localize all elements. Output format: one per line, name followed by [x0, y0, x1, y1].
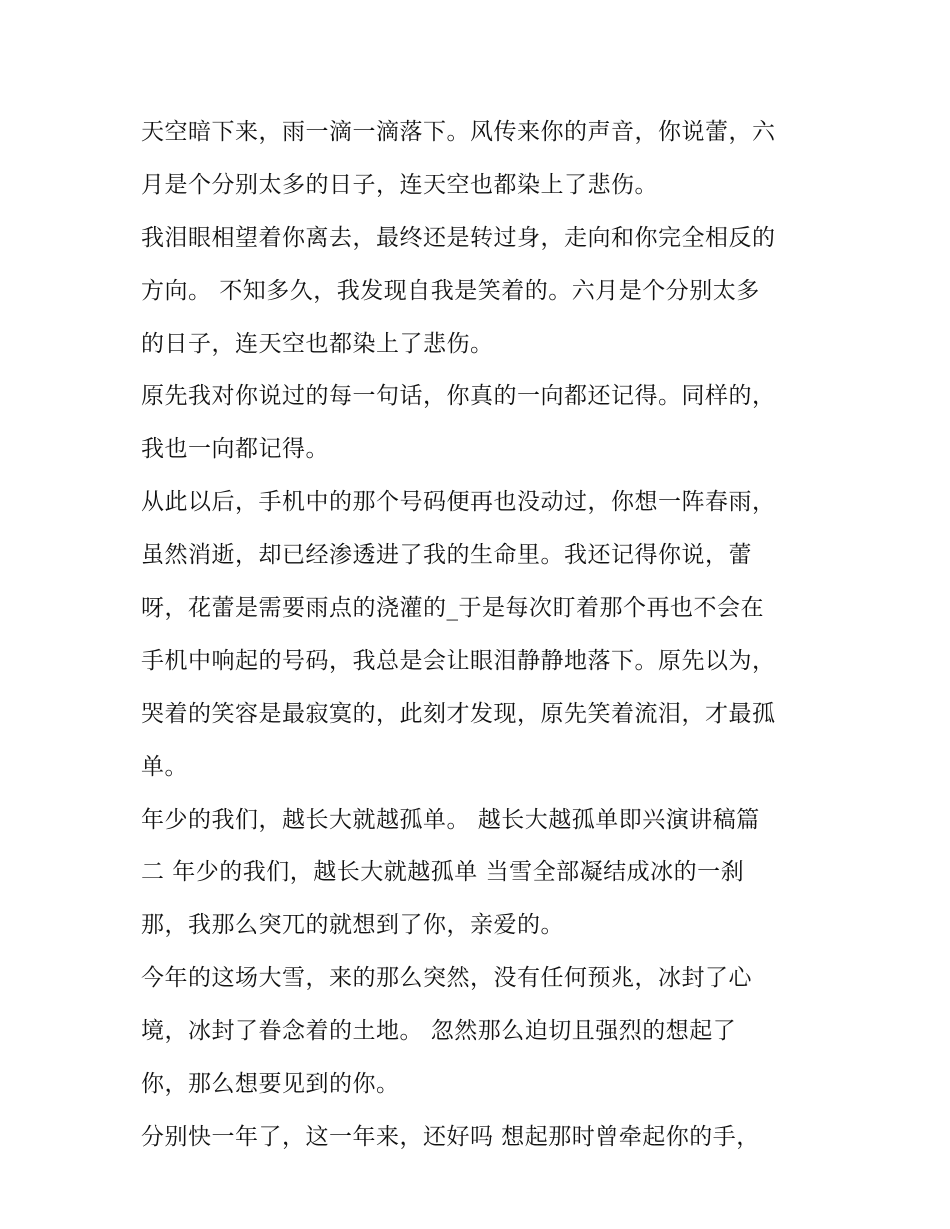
text-line: 境，冰封了眷念着的土地。 忽然那么迫切且强烈的想起了 — [141, 1018, 737, 1045]
text-line: 虽然消逝，却已经渗透进了我的生命里。我还记得你说，蕾 — [141, 542, 752, 569]
text-line: 的日子，连天空也都染上了悲伤。 — [141, 330, 494, 357]
text-line: 我也一向都记得。 — [141, 436, 329, 463]
text-line: 月是个分别太多的日子，连天空也都染上了悲伤。 — [141, 171, 658, 198]
text-line: 年少的我们，越长大就越孤单。 越长大越孤单即兴演讲稿篇 — [141, 806, 760, 833]
text-line: 单。 — [141, 753, 188, 780]
text-line: 二 年少的我们，越长大就越孤单 当雪全部凝结成冰的一刹 — [141, 859, 745, 886]
text-line: 今年的这场大雪，来的那么突然，没有任何预兆，冰封了心 — [141, 965, 752, 992]
text-line: 你，那么想要见到的你。 — [141, 1071, 400, 1098]
text-line: 方向。 不知多久，我发现自我是笑着的。六月是个分别太多 — [141, 277, 760, 304]
text-line: 天空暗下来，雨一滴一滴落下。风传来你的声音，你说蕾，六 — [141, 119, 776, 145]
text-line: 从此以后，手机中的那个号码便再也没动过，你想一阵春雨， — [141, 489, 776, 516]
text-line: 分别快一年了，这一年来，还好吗 想起那时曾牵起你的手， — [141, 1123, 760, 1150]
text-line: 原先我对你说过的每一句话，你真的一向都还记得。同样的， — [141, 383, 776, 410]
text-line: 哭着的笑容是最寂寞的，此刻才发现，原先笑着流泪，才最孤 — [141, 700, 776, 727]
document-body — [141, 106, 841, 1164]
text-line: 呀，花蕾是需要雨点的浇灌的_于是每次盯着那个再也不会在 — [141, 595, 764, 622]
text-line: 那，我那么突兀的就想到了你，亲爱的。 — [141, 912, 564, 939]
text-line: 我泪眼相望着你离去，最终还是转过身，走向和你完全相反的 — [141, 224, 776, 251]
text-line: 手机中响起的号码，我总是会让眼泪静静地落下。原先以为， — [141, 647, 776, 674]
